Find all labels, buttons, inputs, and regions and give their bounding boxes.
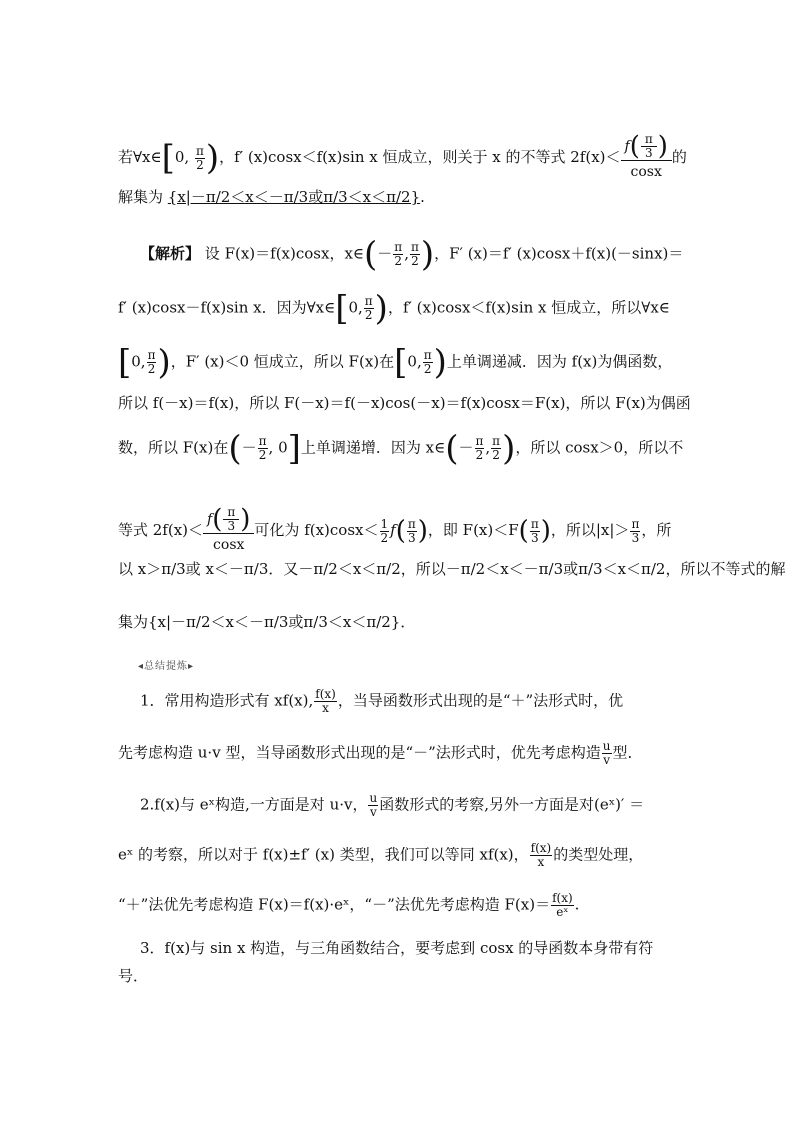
- frac: [380, 518, 390, 545]
- text: eˣ 的考察，所以对于 f(x)±f′ (x) 类型，我们可以等同 xf(x)，: [118, 845, 529, 864]
- summary-line-5: [118, 892, 678, 919]
- solution-line-4: [118, 393, 691, 413]
- num: π: [631, 516, 640, 531]
- den: v: [603, 753, 611, 767]
- summary-line-3: [140, 792, 700, 819]
- text: 设 F(x)＝f(x)cosx，x∈: [204, 244, 365, 263]
- text: 可化为 f(x)cosx＜: [254, 521, 379, 539]
- text: ，所以 cosx＞0，所以不: [515, 438, 684, 457]
- bracket: ): [502, 428, 516, 469]
- num: π: [492, 434, 501, 448]
- solution-line-5: 数，所以 F(x)在(－ $\frac{\pi}{2}$ , 0]上单调递增．因为 x∈(－ $\frac{\pi}{2}$ , $\frac{\pi}{2}$ )，所以 cosx＞0，所以不: [118, 428, 684, 469]
- den: x: [537, 855, 545, 869]
- num: [621, 133, 672, 161]
- num: π: [394, 240, 403, 254]
- bracket: [: [394, 342, 408, 383]
- text: ，所: [641, 521, 672, 539]
- problem-line-2: [118, 187, 678, 207]
- text: 0,: [348, 298, 363, 317]
- bracket: (: [228, 428, 242, 469]
- den: 3: [631, 530, 640, 545]
- text: 2.f(x)与 eˣ构造,一方面是对 u·v，: [140, 795, 368, 814]
- text: 数，所以 F(x)在: [118, 438, 229, 457]
- text: 若∀x∈: [118, 148, 162, 166]
- den: 2: [147, 362, 156, 376]
- text: 集为{x|－π/2＜x＜－π/3或π/3＜x＜π/2}．: [118, 613, 416, 631]
- paren: ): [540, 516, 551, 546]
- frac: [530, 518, 540, 545]
- den: cosx: [630, 164, 662, 180]
- f: f: [207, 511, 213, 528]
- fraction-pi-2: [195, 145, 205, 172]
- den: 2: [196, 157, 204, 172]
- frac: [223, 506, 239, 533]
- num: u: [602, 739, 611, 753]
- answer-blank: {x|－π/2＜x＜－π/3或π/3＜x＜π/2}: [167, 188, 421, 206]
- den: 2: [411, 254, 419, 268]
- den: 3: [530, 530, 539, 545]
- text: f′ (x)cosx－f(x)sin x．因为∀x∈: [118, 298, 336, 317]
- text: 型．: [612, 743, 643, 762]
- den: 2: [423, 362, 432, 376]
- solution-line-6: [118, 506, 678, 556]
- paren: (: [629, 131, 640, 162]
- num: π: [410, 240, 419, 254]
- summary-line-6: [140, 938, 700, 958]
- f: f: [624, 138, 630, 155]
- text: ，f′ (x)cosx＜f(x)sin x 恒成立，所以∀x∈: [387, 298, 670, 317]
- bracket: [: [335, 288, 349, 329]
- paren: ): [417, 516, 428, 546]
- den: 2: [258, 448, 267, 462]
- text: 上单调递减．因为 f(x)为偶函数，: [446, 352, 673, 371]
- den: 2: [364, 308, 373, 322]
- bracket: (: [364, 234, 378, 275]
- num: f(x): [530, 841, 552, 855]
- frac: [364, 295, 374, 322]
- den: 2: [475, 448, 484, 462]
- frac: [630, 518, 640, 545]
- paren: (: [212, 504, 223, 535]
- text: 的类型处理，: [553, 845, 644, 864]
- problem-line-1: [118, 131, 687, 183]
- num: π: [147, 348, 156, 362]
- bracket: [: [118, 342, 132, 383]
- den: 3: [227, 519, 236, 533]
- den: eˣ: [556, 905, 569, 919]
- num: π: [641, 133, 657, 147]
- frac: [393, 241, 403, 268]
- text: 解集为: [118, 188, 164, 206]
- num: u: [369, 791, 378, 805]
- frac: [410, 241, 420, 268]
- den: 3: [644, 146, 653, 160]
- frac: [314, 688, 337, 715]
- solution-line-2: [118, 288, 678, 329]
- f: f: [390, 521, 396, 539]
- bracket: (: [445, 428, 459, 469]
- num: π: [195, 143, 204, 158]
- den: 2: [380, 530, 389, 545]
- num: π: [223, 506, 239, 520]
- solution-line-7: [118, 559, 786, 579]
- text: ，即 F(x)＜F: [427, 521, 519, 539]
- text: 先考虑构造 u·v 型，当导函数形式出现的是“－”法形式时，优先考虑构造: [118, 743, 601, 762]
- bracket: ): [420, 234, 435, 275]
- den: cosx: [213, 537, 245, 553]
- solution-line-3: [118, 342, 678, 383]
- text: “＋”法优先考虑构造 F(x)＝f(x)·eˣ，“－”法优先考虑构造 F(x)＝: [118, 895, 551, 914]
- text: 0,: [407, 352, 422, 371]
- frac: [258, 435, 268, 462]
- num: π: [407, 516, 416, 531]
- text: ，F′ (x)＜0 恒成立，所以 F(x)在: [170, 352, 395, 371]
- frac: [491, 435, 501, 462]
- fraction-f-pi3-cosx: [621, 133, 672, 183]
- frac: [530, 842, 553, 869]
- frac: [602, 740, 612, 767]
- bracket: [: [161, 138, 175, 178]
- text: 以 x＞π/3或 x＜－π/3．又－π/2＜x＜π/2，所以－π/2＜x＜－π/3或π/3＜x＜π/2，所以不等式的解: [118, 560, 786, 578]
- paren: ): [240, 504, 251, 535]
- summary-line-2: [118, 740, 678, 767]
- summary-line-4: [118, 842, 678, 869]
- frac: [551, 892, 574, 919]
- text: 0,: [131, 352, 146, 371]
- bracket: ): [157, 342, 171, 383]
- text: 所以 f(－x)＝f(x)，所以 F(－x)＝f(－x)cos(－x)＝f(x)cosx＝F(x)，所以 F(x)为偶函: [118, 394, 691, 412]
- text: 0: [278, 438, 288, 457]
- bracket: ]: [287, 428, 301, 469]
- text: 号．: [118, 967, 149, 985]
- num: π: [258, 434, 267, 448]
- text: 1．常用构造形式有 xf(x),: [140, 691, 314, 710]
- text: 0,: [174, 148, 190, 166]
- summary-tag: ◂总结提炼▸: [138, 661, 195, 672]
- text: ，F′ (x)＝f′ (x)cosx＋f(x)(－sinx)＝: [434, 244, 684, 263]
- text: 的: [671, 148, 687, 166]
- text: ，所以|x|＞: [550, 521, 630, 539]
- text: 函数形式的考察,另外一方面是对(eˣ)′ ＝: [379, 795, 645, 814]
- summary-line-1: [140, 688, 700, 715]
- num: π: [423, 348, 432, 362]
- paren: (: [518, 516, 529, 546]
- num: [203, 506, 254, 534]
- paren: ): [657, 131, 668, 162]
- solution-line-8: [118, 612, 678, 632]
- bracket: ): [433, 342, 447, 383]
- num: π: [364, 294, 373, 308]
- text: ，f′ (x)cosx＜f(x)sin x 恒成立，则关于 x 的不等式 2f(x)＜: [219, 148, 621, 166]
- paren: (: [395, 516, 406, 546]
- frac: [147, 349, 157, 376]
- num: 1: [380, 516, 389, 531]
- den: 2: [492, 448, 500, 462]
- text: .: [574, 895, 580, 914]
- text: 上单调递增．因为 x∈: [300, 438, 446, 457]
- summary-line-7: [118, 966, 678, 986]
- num: f(x): [315, 687, 336, 701]
- bracket: ): [205, 138, 220, 178]
- num: π: [530, 516, 539, 531]
- den: v: [369, 805, 377, 819]
- text: 等式 2f(x)＜: [118, 521, 204, 539]
- num: π: [475, 434, 484, 448]
- text: 3．f(x)与 sin x 构造，与三角函数结合，要考虑到 cosx 的导函数本身带有符: [140, 939, 654, 957]
- den: x: [322, 701, 329, 715]
- den: 2: [394, 254, 403, 268]
- solution-line-1: 【解析】 设 F(x)＝f(x)cosx，x∈(－ $\frac{\pi}{2}$ , $\frac{\pi}{2}$ )，F′ (x)＝f′ (x)cosx＋f(x)(－sinx)＝: [140, 234, 684, 275]
- frac: [368, 792, 378, 819]
- frac: [475, 435, 485, 462]
- text: ，当导函数形式出现的是“＋”法形式时，优: [337, 691, 624, 710]
- den: 3: [407, 530, 416, 545]
- solution-label: 【解析】: [140, 244, 201, 263]
- bracket: ): [374, 288, 388, 329]
- frac: [641, 133, 657, 160]
- num: f(x): [552, 891, 573, 905]
- frac: [407, 518, 417, 545]
- fraction-f-pi3-cosx: [203, 506, 254, 556]
- text: .: [420, 188, 425, 206]
- frac: [423, 349, 433, 376]
